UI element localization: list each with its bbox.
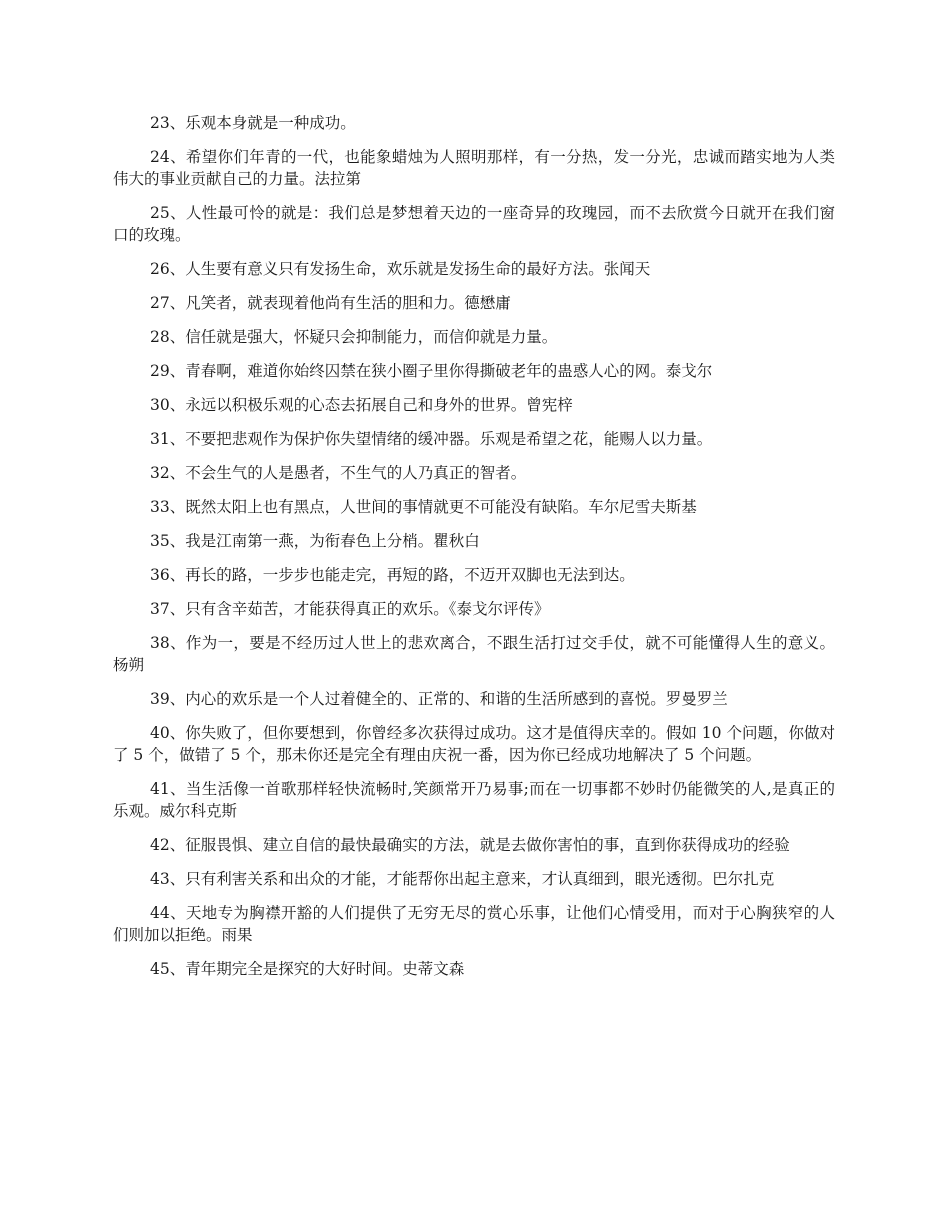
- quote-paragraph: 24、希望你们年青的一代，也能象蜡烛为人照明那样，有一分热，发一分光，忠诚而踏实地为人类伟大的事业贡献自己的力量。法拉第: [113, 148, 835, 188]
- quote-paragraph: 39、内心的欢乐是一个人过着健全的、正常的、和谐的生活所感到的喜悦。罗曼罗兰: [150, 690, 728, 708]
- quote-paragraph: 32、不会生气的人是愚者，不生气的人乃真正的智者。: [150, 464, 527, 482]
- quote-paragraph: 29、青春啊，难道你始终囚禁在狭小圈子里你得撕破老年的蛊惑人心的网。泰戈尔: [150, 362, 713, 380]
- quote-paragraph: 35、我是江南第一燕，为衔春色上分梢。瞿秋白: [150, 532, 480, 550]
- quote-paragraph: 37、只有含辛茹苦，才能获得真正的欢乐。《泰戈尔评传》: [150, 600, 550, 618]
- quote-paragraph: 41、当生活像一首歌那样轻快流畅时,笑颜常开乃易事;而在一切事都不妙时仍能微笑的人,是真正的乐观。威尔科克斯: [113, 780, 835, 820]
- quote-paragraph: 28、信任就是强大，怀疑只会抑制能力，而信仰就是力量。: [150, 328, 558, 346]
- quote-paragraph: 30、永远以积极乐观的心态去拓展自己和身外的世界。曾宪梓: [150, 396, 573, 414]
- quote-paragraph: 38、作为一，要是不经历过人世上的悲欢离合，不跟生活打过交手仗，就不可能懂得人生的意义。杨朔: [113, 634, 835, 674]
- quote-paragraph: 40、你失败了，但你要想到，你曾经多次获得过成功。这才是值得庆幸的。假如 10 个问题，你做对了 5 个，做错了 5 个，那未你还是完全有理由庆祝一番，因为你已经成功地解决了 5 个问题。: [113, 724, 835, 764]
- quote-paragraph: 23、乐观本身就是一种成功。: [150, 114, 356, 132]
- quote-paragraph: 27、凡笑者，就表现着他尚有生活的胆和力。德懋庸: [150, 294, 511, 312]
- quote-paragraph: 43、只有利害关系和出众的才能，才能帮你出起主意来，才认真细到，眼光透彻。巴尔扎克: [150, 870, 775, 888]
- quote-paragraph: 26、人生要有意义只有发扬生命，欢乐就是发扬生命的最好方法。张闻天: [150, 260, 651, 278]
- quote-paragraph: 36、再长的路，一步步也能走完，再短的路，不迈开双脚也无法到达。: [150, 566, 635, 584]
- quote-paragraph: 44、天地专为胸襟开豁的人们提供了无穷无尽的赏心乐事，让他们心情受用，而对于心胸狭窄的人们则加以拒绝。雨果: [113, 904, 835, 944]
- quote-paragraph: 45、青年期完全是探究的大好时间。史蒂文森: [150, 960, 465, 978]
- quote-paragraph: 31、不要把悲观作为保护你失望情绪的缓冲器。乐观是希望之花，能赐人以力量。: [150, 430, 713, 448]
- quote-paragraph: 25、人性最可怜的就是：我们总是梦想着天边的一座奇异的玫瑰园，而不去欣赏今日就开在我们窗口的玫瑰。: [113, 204, 835, 244]
- quote-paragraph: 42、征服畏惧、建立自信的最快最确实的方法，就是去做你害怕的事，直到你获得成功的经验: [150, 836, 790, 854]
- quote-paragraph: 33、既然太阳上也有黑点，人世间的事情就更不可能没有缺陷。车尔尼雪夫斯基: [150, 498, 697, 516]
- document-page: [113, 112, 835, 992]
